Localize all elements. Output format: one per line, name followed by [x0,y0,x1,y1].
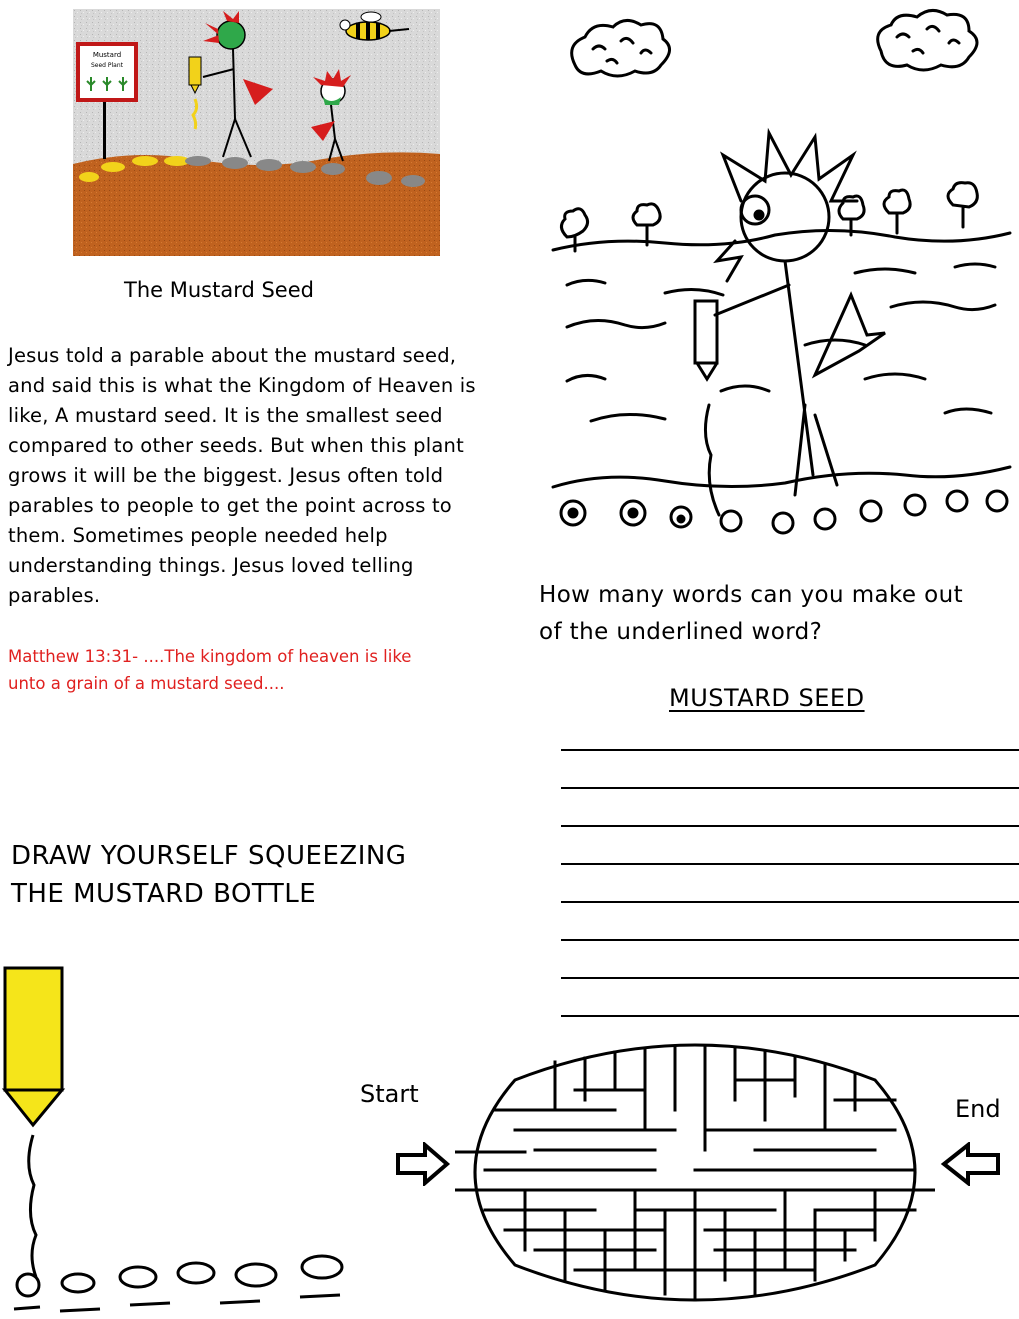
story-title: The Mustard Seed [124,278,314,302]
question-line-1: How many words can you make out [539,582,964,608]
sign-label-bottom: Seed Plant [90,62,124,69]
maze-start-label: Start [360,1080,419,1108]
story-line: grows it will be the biggest. Jesus often told [8,464,444,487]
sign-label-top: Mustard [92,51,122,59]
cloud-icon [572,20,670,76]
answer-line[interactable] [561,977,1019,979]
answer-line[interactable] [561,1015,1019,1017]
cloud-icon [878,10,977,70]
answer-line[interactable] [561,825,1019,827]
scripture-line-1: Matthew 13:31- ....The kingdom of heaven is like [8,647,412,666]
drawing-prompt [11,837,406,913]
garden-scene-illustration [73,9,440,256]
drawing-prompt-line-2: THE MUSTARD BOTTLE [11,879,317,909]
maze[interactable] [455,1040,935,1305]
scripture-verse [8,643,488,697]
answer-line[interactable] [561,787,1019,789]
story-line: like, A mustard seed. It is the smallest seed [8,404,443,427]
word-question [539,577,1009,651]
story-line: parables to people to get the point across to [8,494,452,517]
story-line: Jesus told a parable about the mustard seed, [8,344,457,367]
maze-arrow-end [940,1142,1002,1186]
question-line-2: of the underlined word? [539,619,823,645]
answer-line[interactable] [561,939,1019,941]
arrow-left-icon [944,1145,998,1183]
mustard-bottle-icon [5,968,62,1090]
drawing-prompt-line-1: DRAW YOURSELF SQUEEZING [11,841,407,871]
story-line: compared to other seeds. But when this plant [8,434,464,457]
answer-line[interactable] [561,749,1019,751]
planting-drawing [545,5,1015,550]
answer-line[interactable] [561,901,1019,903]
arrow-right-icon [398,1145,447,1183]
story-line: parables. [8,584,101,607]
maze-end-label: End [955,1095,1001,1123]
scripture-line-2: unto a grain of a mustard seed.... [8,674,285,693]
underlined-word: MUSTARD SEED [669,684,865,712]
mustard-bottle-drawing [0,965,360,1319]
story-line: them. Sometimes people needed help [8,524,388,547]
answer-line[interactable] [561,863,1019,865]
maze-arrow-start [395,1142,451,1186]
story-line: understanding things. Jesus loved telling [8,554,414,577]
story-text [8,341,508,611]
story-line: and said this is what the Kingdom of Heaven is [8,374,476,397]
